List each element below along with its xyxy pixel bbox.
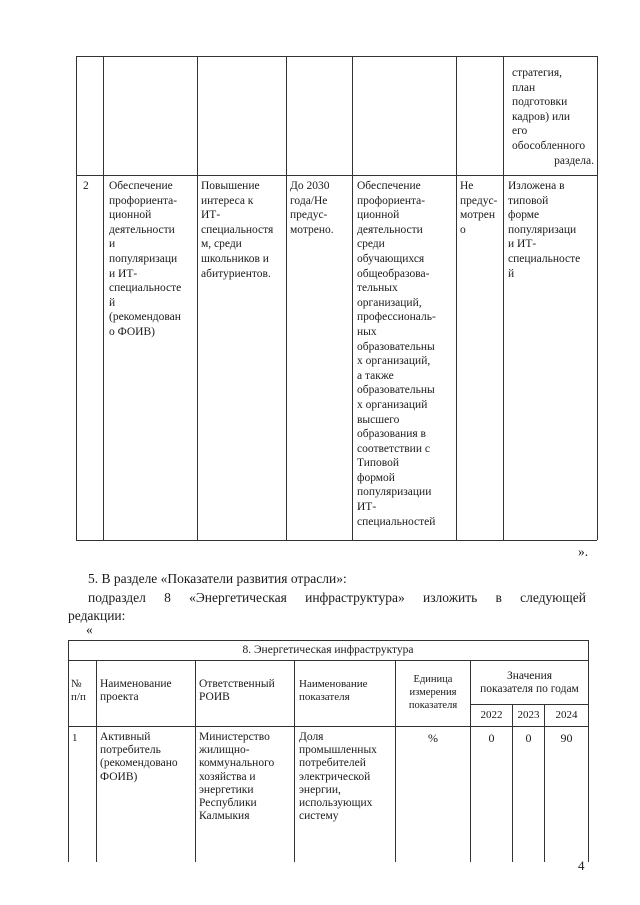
text-line: о ФОИВ) xyxy=(109,325,155,338)
subsection-8-text: подраздел 8 «Энергетическая инфраструктура» изложить в следующей xyxy=(88,590,586,605)
table-1-cell-description xyxy=(357,179,453,529)
table-1-cell-goal xyxy=(201,179,283,281)
text-line: Обеспечение xyxy=(357,180,421,192)
text-line: До 2030 xyxy=(290,180,330,192)
cell-indicator xyxy=(299,731,393,823)
text-line: (рекомендовано xyxy=(100,757,178,770)
text-line: Доля xyxy=(299,731,324,743)
text-line: ных xyxy=(357,325,377,338)
text-line: предус- xyxy=(290,209,328,222)
subsection-8-text-cont: редакции: xyxy=(68,608,126,623)
table-1-cell-deadline xyxy=(290,179,350,237)
text-line: абитуриентов. xyxy=(201,267,271,280)
text-line: профессиональ- xyxy=(357,311,436,324)
text-line: ФОИВ) xyxy=(100,770,138,783)
text-line: план xyxy=(512,81,536,94)
text-line: энергетики xyxy=(199,783,254,796)
cell-unit: % xyxy=(428,731,438,745)
text-line: м, среди xyxy=(201,238,242,251)
text-line: электрической xyxy=(299,770,371,783)
text-line: и xyxy=(109,238,116,251)
text-line: Министерство xyxy=(199,731,270,743)
text-line: организаций, xyxy=(357,296,422,309)
text-line: интереса к xyxy=(201,194,254,207)
text-line: й xyxy=(109,296,116,309)
text-line: школьников и xyxy=(201,252,269,265)
text-line: формой xyxy=(357,471,395,484)
text-line: ционной xyxy=(357,209,400,222)
text-line: Калмыкия xyxy=(199,810,250,823)
text-line: промышленных xyxy=(299,744,377,757)
text-line: стратегия, xyxy=(512,67,562,79)
header-year-2022: 2022 xyxy=(480,709,503,721)
text-line: среди xyxy=(357,238,385,251)
text-line: типовой xyxy=(508,194,549,207)
text-line: деятельности xyxy=(357,223,423,236)
text-line: года/Не xyxy=(290,194,328,207)
header-indicator: Наименование показателя xyxy=(299,678,368,704)
text-line: Не xyxy=(460,180,474,192)
header-year-2024: 2024 xyxy=(555,709,578,721)
text-line: о xyxy=(460,223,466,236)
header-unit: Единица измерения показателя xyxy=(408,674,458,712)
text-line: популяризаци xyxy=(508,223,577,236)
text-line: образовательны xyxy=(357,384,435,397)
text-line: х организаций xyxy=(357,398,428,411)
text-line: его xyxy=(512,125,528,138)
text-line: мотрен xyxy=(460,209,496,222)
table-2 xyxy=(68,640,588,862)
text-line: тельных xyxy=(357,282,398,295)
text-line: специальностя xyxy=(201,223,274,236)
text-line: Типовой xyxy=(357,457,400,470)
text-line: Республики xyxy=(199,797,257,810)
text-line: специальностей xyxy=(357,515,436,528)
page-number: 4 xyxy=(578,858,585,873)
text-line: профориента- xyxy=(109,194,178,207)
text-line: деятельности xyxy=(109,223,175,236)
text-line: потребитель xyxy=(100,744,161,757)
text-line: профориента- xyxy=(357,194,426,207)
cell-roiv xyxy=(199,731,293,823)
table-1-closing-quote: ». xyxy=(578,544,589,559)
table-1-cont-col7 xyxy=(512,66,594,168)
text-line: подготовки xyxy=(512,96,568,109)
text-line: Обеспечение xyxy=(109,180,173,192)
text-line: форме xyxy=(508,209,540,222)
text-line: ИТ- xyxy=(201,209,221,222)
text-line: образования в xyxy=(357,428,426,441)
table-1-cell-funding xyxy=(460,179,502,237)
table-1 xyxy=(76,56,597,540)
text-line: и ИТ- xyxy=(508,238,537,251)
header-roiv: Ответственный РОИВ xyxy=(199,678,275,704)
text-line: соответствии с xyxy=(357,442,430,455)
text-line: а также xyxy=(357,369,394,382)
text-line: х организаций, xyxy=(357,355,431,368)
text-line: энергии, xyxy=(299,783,341,796)
text-line: кадров) или xyxy=(512,110,571,123)
text-line: общеобразова- xyxy=(357,267,430,280)
text-line: Активный xyxy=(100,731,151,743)
text-line: й xyxy=(508,267,515,280)
cell-value-2023: 0 xyxy=(525,731,532,745)
header-num: № п/п xyxy=(71,678,86,704)
cell-value-2024: 90 xyxy=(560,731,573,745)
text-line: мотрено. xyxy=(290,223,334,236)
text-line: Изложена в xyxy=(508,180,565,192)
text-line: популяризаци xyxy=(109,252,178,265)
text-line: предус- xyxy=(460,194,498,207)
text-line: использующих xyxy=(299,797,373,810)
text-line: популяризации xyxy=(357,486,432,499)
text-line: ИТ- xyxy=(357,501,377,514)
text-line: образовательны xyxy=(357,340,435,353)
text-line: специальносте xyxy=(109,282,182,295)
text-line: Повышение xyxy=(201,180,260,192)
text-line: потребителей xyxy=(299,757,366,770)
table-1-cell-document xyxy=(508,179,594,281)
cell-project xyxy=(100,731,194,784)
text-line: и ИТ- xyxy=(109,267,138,280)
text-line: жилищно- xyxy=(199,744,250,757)
cell-value-2022: 0 xyxy=(488,731,495,745)
row-number: 2 xyxy=(83,180,89,192)
header-project: Наименование проекта xyxy=(100,678,172,704)
text-line: раздела. xyxy=(554,154,594,167)
opening-quote: « xyxy=(86,622,93,637)
header-year-2023: 2023 xyxy=(517,709,540,721)
section-5-heading: 5. В разделе «Показатели развития отрасли»: xyxy=(88,571,347,586)
text-line: систему xyxy=(299,810,339,823)
text-line: обучающихся xyxy=(357,252,425,265)
table-2-title: 8. Энергетическая инфраструктура xyxy=(242,644,414,656)
table-1-cell-measure xyxy=(109,179,195,340)
text-line: хозяйства и xyxy=(199,770,256,783)
text-line: обособленного xyxy=(512,139,586,152)
header-values: Значения показателя по годам xyxy=(480,670,579,696)
text-line: коммунального xyxy=(199,757,275,770)
text-line: специальносте xyxy=(508,252,581,265)
text-line: ционной xyxy=(109,209,152,222)
row-number: 1 xyxy=(72,732,78,744)
text-line: (рекомендован xyxy=(109,311,181,324)
text-line: высшего xyxy=(357,413,400,426)
